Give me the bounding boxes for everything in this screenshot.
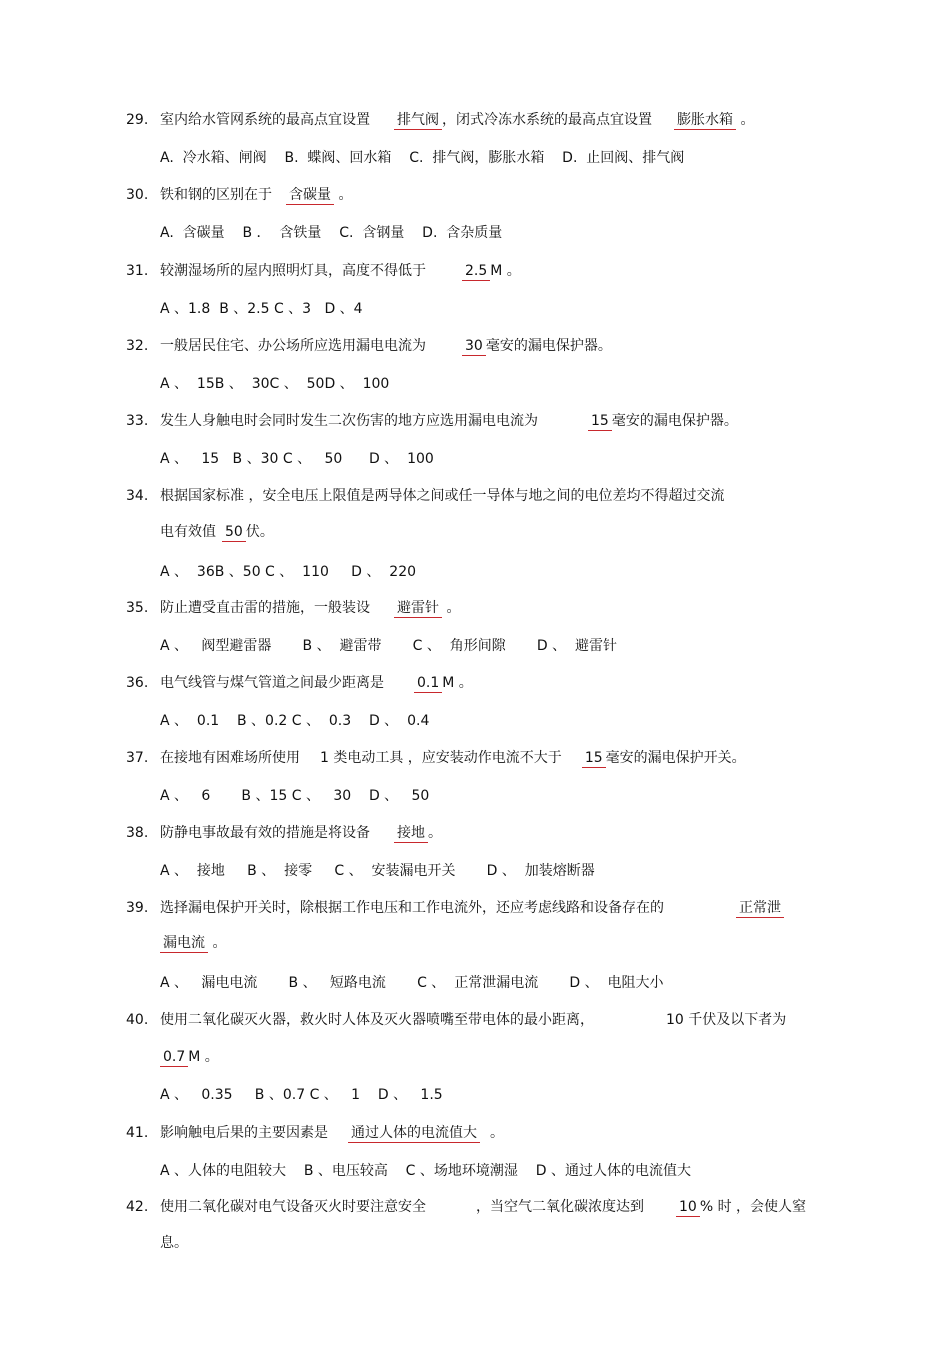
question-text: 使用二氧化碳对电气设备灭火时要注意安全 <box>160 1199 426 1215</box>
question-34 <box>126 487 724 505</box>
question-text: 选择漏电保护开关时，除根据工作电压和工作电流外，还应考虑线路和设备存在的 <box>160 900 664 916</box>
question-text: 在接地有困难场所使用 <box>160 750 300 766</box>
question-text: 。 <box>208 935 227 951</box>
options-38: A 、 接地 B 、 接零 C 、 安装漏电开关 D 、 加装熔断器 <box>160 863 595 879</box>
question-text: ，当空气二氧化碳浓度达到 <box>476 1199 644 1215</box>
options-34: A 、 36B 、50 C 、 110 D 、 220 <box>160 564 417 580</box>
answer-fill: 接地 <box>394 824 428 843</box>
answer-fill: 避雷针 <box>394 599 442 618</box>
question-text: ，闭式冷冻水系统的最高点宜设置 <box>442 112 652 128</box>
answer-fill: 正常泄 <box>736 899 784 918</box>
question-text: 毫安的漏电保护器。 <box>485 338 612 354</box>
question-32 <box>126 337 612 356</box>
question-text: 毫安的漏电保护开关。 <box>605 750 746 766</box>
question-text: 防静电事故最有效的措施是将设备 <box>160 825 370 841</box>
question-text: 1 类电动工具 ，应安装动作电流不大于 <box>320 750 562 766</box>
question-35 <box>126 599 460 618</box>
question-text: 伏。 <box>245 524 274 540</box>
question-42 <box>126 1198 806 1217</box>
question-text: 息。 <box>160 1235 188 1251</box>
answer-fill: 50 <box>222 523 246 542</box>
question-text: 发生人身触电时会同时发生二次伤害的地方应选用漏电电流为 <box>160 413 538 429</box>
question-33 <box>126 412 738 431</box>
question-39-continuation <box>160 934 226 953</box>
question-37 <box>126 749 746 768</box>
question-number: 37. <box>126 750 149 766</box>
question-text: 室内给水管网系统的最高点宜设置 <box>160 112 370 128</box>
question-40 <box>126 1011 786 1029</box>
answer-fill: 15 <box>588 412 612 431</box>
question-text: % 时 ，会使人窒 <box>699 1199 807 1215</box>
question-text: 一般居民住宅、办公场所应选用漏电电流为 <box>160 338 426 354</box>
question-number: 35. <box>126 600 149 616</box>
question-text: M 。 <box>490 263 521 279</box>
answer-fill: 30 <box>462 337 486 356</box>
question-34-continuation <box>160 523 274 542</box>
question-41 <box>126 1124 504 1143</box>
options-39: A 、 漏电电流 B 、 短路电流 C 、 正常泄漏电流 D 、 电阻大小 <box>160 975 664 991</box>
question-text: 影响触电后果的主要因素是 <box>160 1125 328 1141</box>
options-36: A 、 0.1 B 、0.2 C 、 0.3 D 、 0.4 <box>160 713 430 729</box>
options-33: A 、 15 B 、30 C 、 50 D 、 100 <box>160 451 434 467</box>
question-29 <box>126 111 754 130</box>
options-35: A 、 阀型避雷器 B 、 避雷带 C 、 角形间隙 D 、 避雷针 <box>160 638 618 654</box>
options-40: A 、 0.35 B 、0.7 C 、 1 D 、 1.5 <box>160 1087 443 1103</box>
question-42-continuation <box>160 1234 188 1252</box>
question-text: 根据国家标准 ，安全电压上限值是两导体之间或任一导体与地之间的电位差均不得超过交流 <box>160 488 725 504</box>
question-number: 34. <box>126 488 149 504</box>
question-number: 32. <box>126 338 149 354</box>
question-text: 较潮湿场所的屋内照明灯具，高度不得低于 <box>160 263 426 279</box>
question-text: 。 <box>442 600 461 616</box>
question-text: M 。 <box>188 1049 219 1065</box>
options-31: A 、1.8 B 、2.5 C 、3 D 、4 <box>160 301 363 317</box>
answer-fill: 10 <box>676 1198 700 1217</box>
answer-fill: 膨胀水箱 <box>674 111 736 130</box>
question-text: 使用二氧化碳灭火器，救火时人体及灭火器喷嘴至带电体的最小距离， <box>160 1012 594 1028</box>
answer-fill: 漏电流 <box>160 934 208 953</box>
answer-fill: 含碳量 <box>286 186 334 205</box>
answer-fill: 15 <box>582 749 606 768</box>
question-31 <box>126 262 521 281</box>
answer-fill: 0.1 <box>414 674 442 693</box>
answer-fill: 排气阀 <box>394 111 442 130</box>
options-41: A 、人体的电阻较大 B 、电压较高 C 、场地环境潮湿 D 、通过人体的电流值大 <box>160 1163 691 1179</box>
options-32: A 、 15B 、 30C 、 50D 、 100 <box>160 376 390 392</box>
question-text: M 。 <box>442 675 473 691</box>
question-text: 防止遭受直击雷的措施，一般装设 <box>160 600 370 616</box>
question-36 <box>126 674 473 693</box>
answer-fill: 2.5 <box>462 262 490 281</box>
options-29: A. 冷水箱、闸阀 B. 蝶阀、回水箱 C. 排气阀，膨胀水箱 D. 止回阀、排气阀 <box>160 150 685 166</box>
question-number: 39. <box>126 900 149 916</box>
question-text: 。 <box>736 112 755 128</box>
question-text: 。 <box>428 825 442 841</box>
options-37: A 、 6 B 、15 C 、 30 D 、 50 <box>160 788 430 804</box>
question-number: 30. <box>126 187 149 203</box>
question-40-continuation <box>160 1048 219 1067</box>
question-number: 38. <box>126 825 149 841</box>
options-30: A. 含碳量 B ． 含铁量 C. 含钢量 D. 含杂质量 <box>160 225 503 241</box>
question-number: 31. <box>126 263 149 279</box>
question-text: 铁和钢的区别在于 <box>160 187 272 203</box>
question-number: 40. <box>126 1012 149 1028</box>
answer-fill: 0.7 <box>160 1048 188 1067</box>
question-text: 10 千伏及以下者为 <box>666 1012 787 1028</box>
question-number: 36. <box>126 675 149 691</box>
question-text: 。 <box>334 187 353 203</box>
question-text: 电气线管与煤气管道之间最少距离是 <box>160 675 384 691</box>
question-number: 41. <box>126 1125 149 1141</box>
question-39 <box>126 899 784 918</box>
question-text: 电有效值 <box>160 524 216 540</box>
question-text: 。 <box>490 1125 504 1141</box>
question-number: 33. <box>126 413 149 429</box>
question-number: 29. <box>126 112 149 128</box>
answer-fill: 通过人体的电流值大 <box>348 1124 480 1143</box>
question-30 <box>126 186 352 205</box>
question-number: 42. <box>126 1199 149 1215</box>
question-text: 毫安的漏电保护器。 <box>611 413 738 429</box>
question-38 <box>126 824 442 843</box>
